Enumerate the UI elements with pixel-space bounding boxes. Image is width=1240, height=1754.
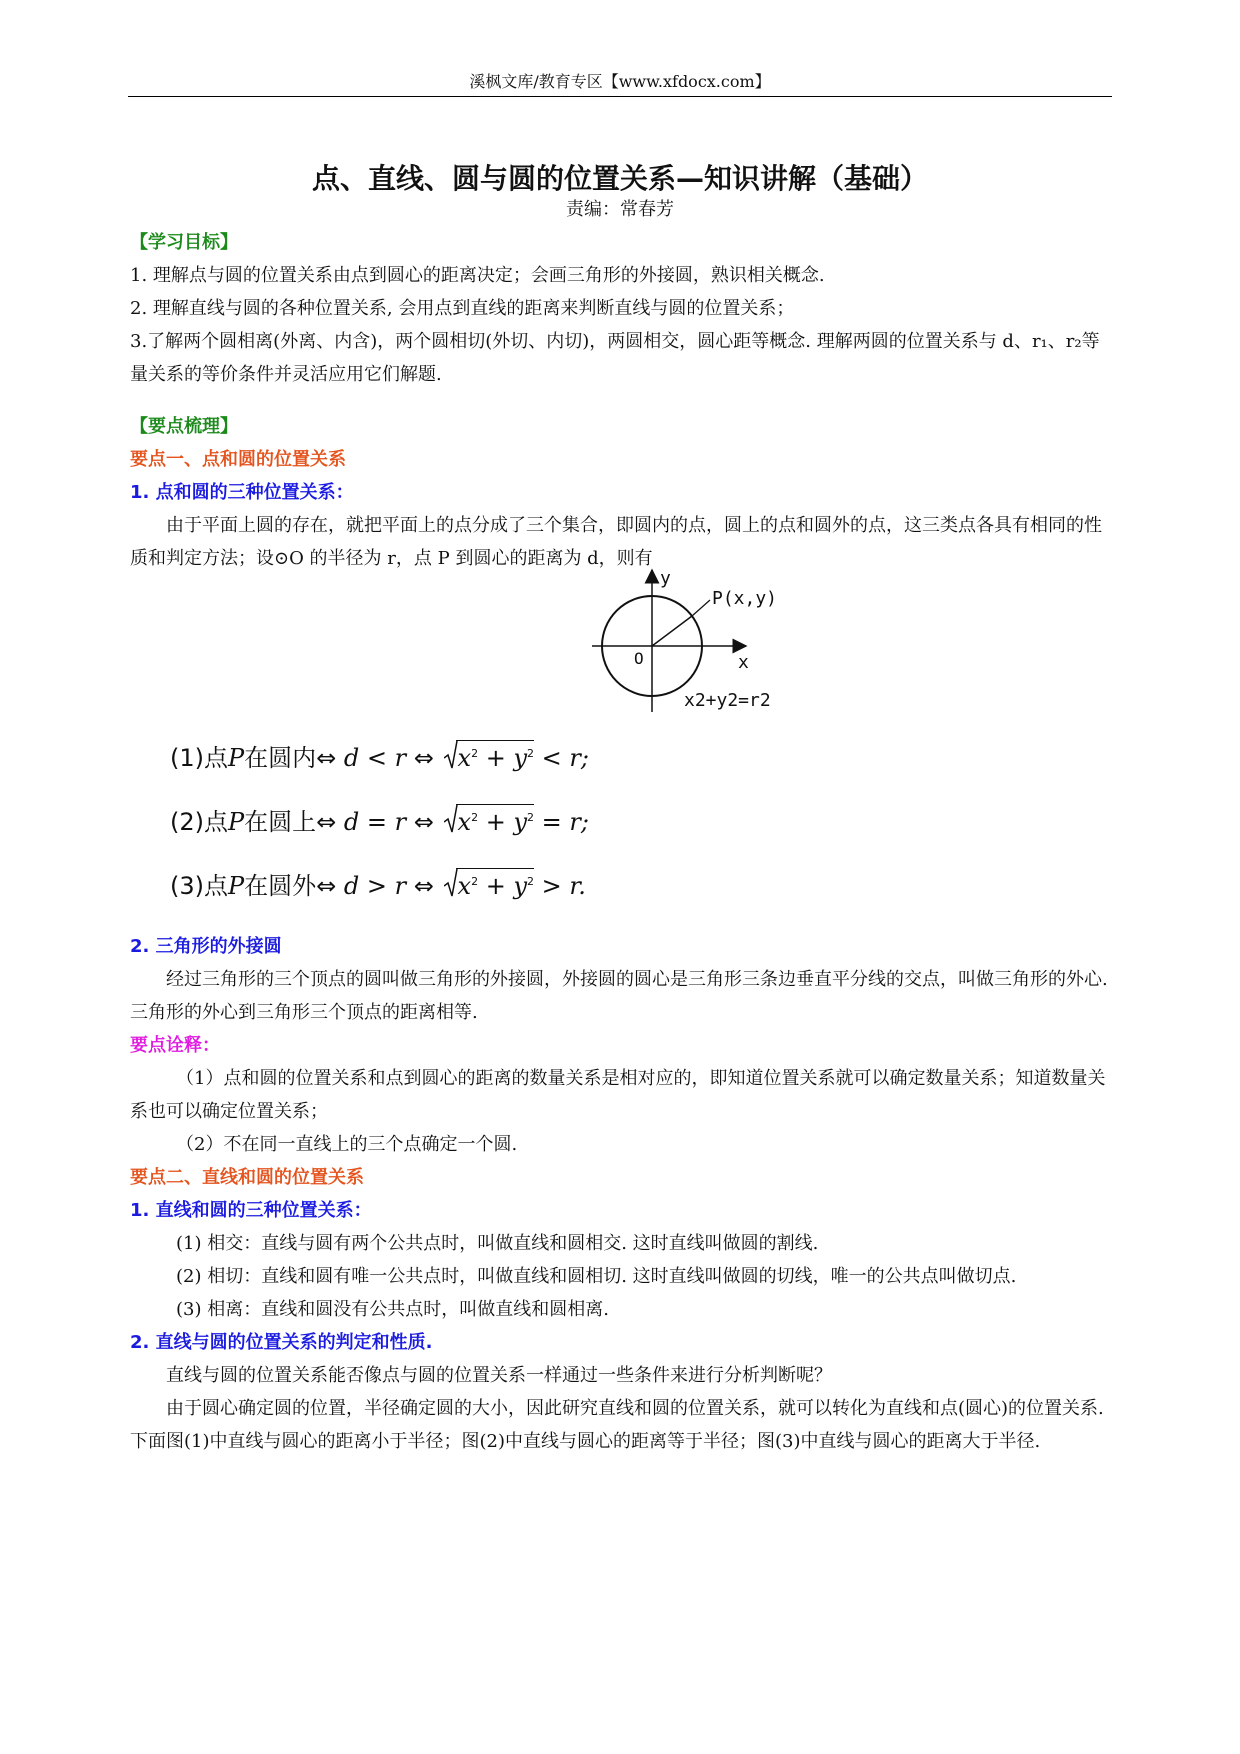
sqrt-expression: $x^2 + y^2$ <box>444 736 534 776</box>
line-relation-item: (2) 相切：直线和圆有唯一公共点时，叫做直线和圆相切. 这时直线叫做圆的切线，唯一的公共点叫做切点. <box>176 1266 1017 1287</box>
section1-sub1-heading: 1. 点和圆的三种位置关系： <box>130 482 354 503</box>
line-relation-item: (3) 相离：直线和圆没有公共点时，叫做直线和圆相离. <box>176 1299 609 1320</box>
section2-sub2-heading: 2. 直线与圆的位置关系的判定和性质. <box>130 1332 433 1353</box>
sqrt-expression: $x^2 + y^2$ <box>444 800 534 840</box>
circle-equation: x2+y2=r2 <box>684 690 771 711</box>
formula-outside: (3)点P在圆外⇔ d > r ⇔ $x^2 + y^2 > r$. <box>170 864 586 904</box>
origin-label: O <box>634 649 644 668</box>
sqrt-expression: $x^2 + y^2$ <box>444 864 534 904</box>
editor-line: 责编：常春芳 <box>566 199 674 220</box>
note-item: （2）不在同一直线上的三个点确定一个圆. <box>176 1134 518 1155</box>
section2-sub1-heading: 1. 直线和圆的三种位置关系： <box>130 1200 372 1221</box>
x-axis-label: x <box>738 652 749 673</box>
document-title: 点、直线、圆与圆的位置关系—知识讲解（基础） <box>311 162 928 195</box>
formula-inside: (1)点P在圆内⇔ d < r ⇔ $x^2 + y^2 < r$; <box>170 736 589 776</box>
key-points-heading: 【要点梳理】 <box>130 416 238 437</box>
label-leader <box>692 600 710 616</box>
section1-heading: 要点一、点和圆的位置关系 <box>130 449 346 470</box>
section1-sub2-text: 经过三角形的三个顶点的圆叫做三角形的外接圆，外接圆的圆心是三角形三条边垂直平分线的交点，叫做三角形的外心. 三角形的外心到三角形三个顶点的距离相等. <box>130 969 1108 1023</box>
section1-continued <box>130 930 1115 1458</box>
goal-item: 3.了解两个圆相离(外离、内含)，两个圆相切(外切、内切)，两圆相交，圆心距等概念. 理解两圆的位置关系与 d、r₁、r₂等量关系的等价条件并灵活应用它们解题. <box>130 331 1100 385</box>
goal-item: 1. 理解点与圆的位置关系由点到圆心的距离决定；会画三角形的外接圆，熟识相关概念. <box>130 265 825 286</box>
radius-line <box>652 616 692 646</box>
point-label: P(x,y) <box>712 588 778 609</box>
section2-paragraph: 由于圆心确定圆的位置，半径确定圆的大小，因此研究直线和圆的位置关系，就可以转化为直线和点(圆心)的位置关系. 下面图(1)中直线与圆心的距离小于半径；图(2)中直线与圆心的距离等于半径；图(3)中直线与圆心的距离大于半径. <box>130 1398 1104 1452</box>
goal-item: 2. 理解直线与圆的各种位置关系, 会用点到直线的距离来判断直线与圆的位置关系； <box>130 298 795 319</box>
circle-coordinate-diagram <box>588 564 798 714</box>
line-relation-item: (1) 相交：直线与圆有两个公共点时，叫做直线和圆相交. 这时直线叫做圆的割线. <box>176 1233 819 1254</box>
learning-goals-heading: 【学习目标】 <box>130 232 238 253</box>
note-item: （1）点和圆的位置关系和点到圆心的距离的数量关系是相对应的，即知道位置关系就可以确定数量关系；知道数量关系也可以确定位置关系； <box>130 1068 1106 1122</box>
page-header: 溪枫文库/教育专区【www.xfdocx.com】 <box>469 72 771 91</box>
section1-sub1-text: 由于平面上圆的存在，就把平面上的点分成了三个集合，即圆内的点，圆上的点和圆外的点，这三类点各具有相同的性质和判定方法；设⊙O 的半径为 r，点 P 到圆心的距离为 d，则有 <box>130 515 1102 569</box>
y-axis-label: y <box>660 568 671 589</box>
formula-on: (2)点P在圆上⇔ d = r ⇔ $x^2 + y^2 = r$; <box>170 800 589 840</box>
key-points-section <box>130 410 1115 575</box>
learning-goals-section <box>130 226 1115 391</box>
notes-heading: 要点诠释： <box>130 1035 220 1056</box>
header-divider <box>128 96 1112 97</box>
section2-heading: 要点二、直线和圆的位置关系 <box>130 1167 364 1188</box>
section2-paragraph: 直线与圆的位置关系能否像点与圆的位置关系一样通过一些条件来进行分析判断呢？ <box>166 1365 832 1386</box>
section1-sub2-heading: 2. 三角形的外接圆 <box>130 936 282 957</box>
